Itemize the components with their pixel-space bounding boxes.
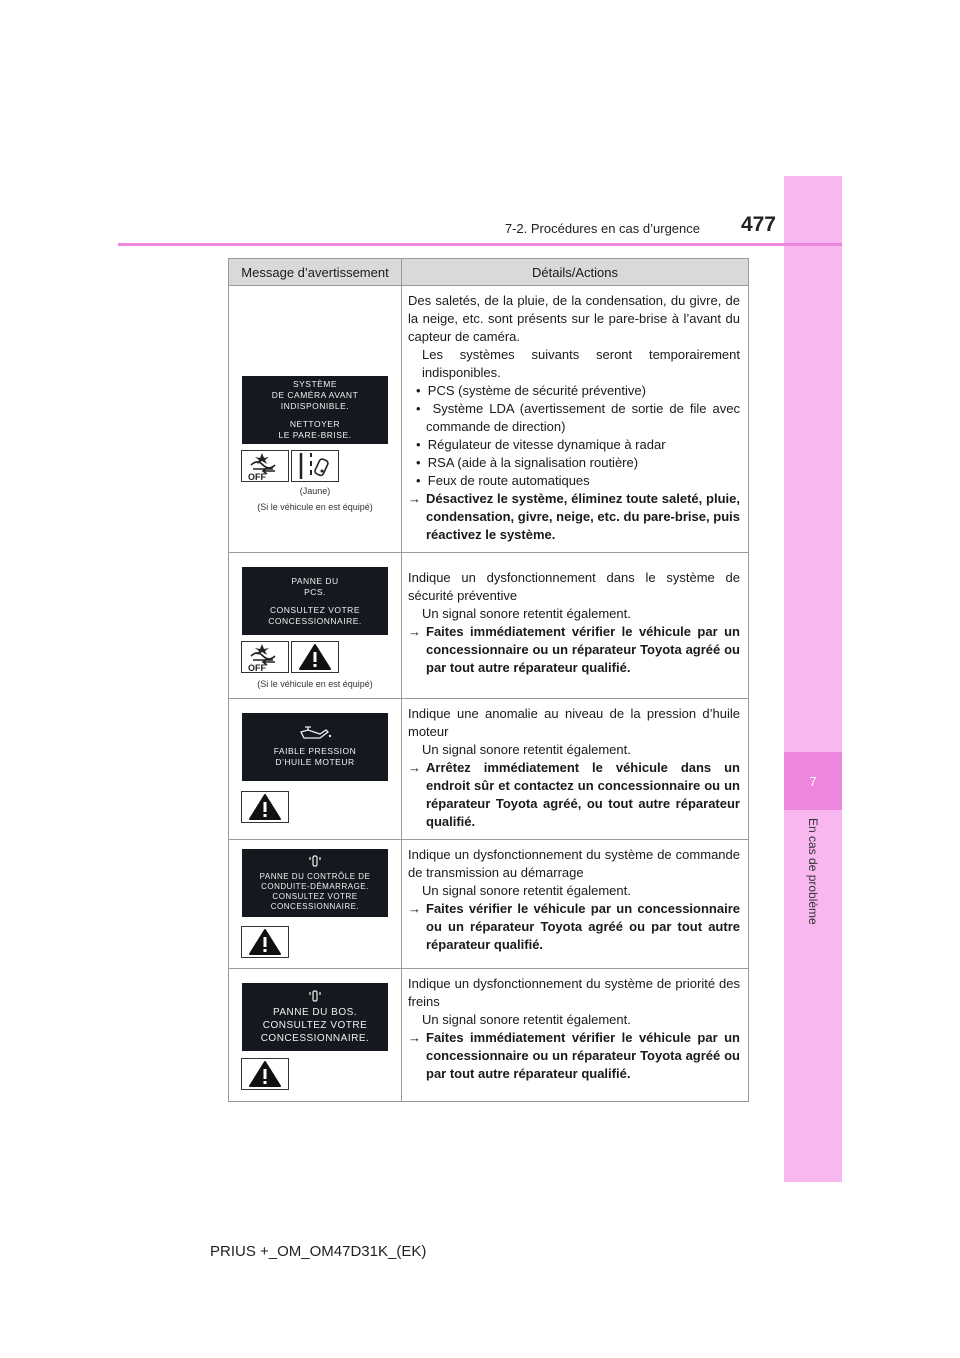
column-header-message: Message d’avertissement [229, 259, 402, 286]
indicator-icons [241, 450, 401, 482]
screen-line: FAIBLE PRESSION [273, 746, 357, 756]
screen-line: LE PARE-BRISE. [278, 430, 352, 440]
pcs-off-icon [241, 450, 289, 482]
table-row [229, 286, 749, 553]
message-cell [229, 840, 402, 969]
warning-message-table [228, 258, 749, 1102]
bullet-item: • RSA (aide à la signalisation routière) [416, 455, 639, 470]
table-row [229, 969, 749, 1102]
document-code: PRIUS +_OM_OM47D31K_(EK) [210, 1243, 427, 1260]
bullet-item: • Régulateur de vitesse dynamique à radar [416, 437, 666, 452]
info-text: Un signal sonore retentit également. [422, 742, 631, 757]
warning-triangle-icon [241, 926, 289, 958]
description: Indique un dysfonctionnement dans le système de sécurité préventive [408, 570, 740, 603]
display-screen [242, 567, 388, 635]
screen-line: CONCESSIONNAIRE. [270, 902, 360, 911]
caption-equipped: (Si le véhicule en est équipé) [257, 502, 373, 512]
screen-line: D’HUILE MOTEUR [275, 757, 355, 767]
header-rule [118, 243, 842, 246]
screen-line: CONCESSIONNAIRE. [268, 615, 362, 626]
screen-line: PANNE DU BOS. [272, 1007, 358, 1018]
action-text: → Désactivez le système, éliminez toute saleté, pluie, condensation, givre, neige, etc. du pare-brise, puis réactivez le système. [408, 491, 740, 542]
display-screen [242, 376, 388, 444]
action-text: → Faites vérifier le véhicule par un concessionnaire ou un réparateur Toyota agréé ou par tout autre réparateur qualifié. [408, 901, 740, 952]
svg-text:OFF: OFF [248, 472, 266, 481]
info-text: Un signal sonore retentit également. [422, 883, 631, 898]
warning-triangle-icon [241, 791, 289, 823]
bullet-item: • Système LDA (avertissement de sortie de file avec commande de direction) [416, 401, 740, 434]
arrow-icon: → [408, 624, 421, 639]
action-text: → Arrêtez immédiatement le véhicule dans un endroit sûr et contactez un concessionnaire ou un réparateur Toyota agréé, ou tout autre réparateur qualifié. [408, 760, 740, 829]
bullet-item: • Feux de route automatiques [416, 473, 590, 488]
caption-equipped: (Si le véhicule en est équipé) [257, 679, 373, 689]
screen-line: CONDUITE-DÉMARRAGE. [261, 882, 369, 891]
table-header-row [229, 259, 749, 286]
chapter-title-tab [784, 812, 842, 972]
display-screen [242, 713, 388, 781]
arrow-icon: → [408, 491, 421, 506]
action-text: → Faites immédiatement vérifier le véhicule par un concessionnaire ou un réparateur Toyota agréé ou par tout autre réparateur qualifié. [408, 624, 740, 675]
display-screen [242, 849, 388, 917]
screen-line: CONSULTEZ VOTRE [262, 1020, 368, 1031]
page-number: 477 [740, 213, 776, 236]
description: Indique une anomalie au niveau de la pression d’huile moteur [408, 706, 740, 739]
column-header-details: Détails/Actions [402, 259, 749, 286]
caption-color: (Jaune) [299, 486, 331, 496]
screen-line: CONSULTEZ VOTRE [272, 892, 358, 901]
chapter-number: 7 [809, 773, 817, 789]
screen-line: INDISPONIBLE. [280, 401, 350, 411]
table-row [229, 840, 749, 969]
screen-line: PANNE DU [291, 575, 339, 586]
screen-line: NETTOYER [289, 419, 341, 429]
arrow-icon: → [408, 760, 421, 775]
action-text: → Faites immédiatement vérifier le véhicule par un concessionnaire ou un réparateur Toyota agréé ou par tout autre réparateur qualifié. [408, 1030, 740, 1081]
message-cell [229, 699, 402, 840]
shift-icon [308, 854, 322, 868]
info-text: Un signal sonore retentit également. [422, 606, 631, 621]
display-screen [242, 983, 388, 1051]
info-text: Les systèmes suivants seront temporairement indisponibles. [422, 347, 740, 380]
oil-pressure-icon [298, 726, 332, 740]
table-row [229, 553, 749, 699]
warning-triangle-icon [241, 1058, 289, 1090]
message-cell [229, 969, 402, 1102]
bullet-item: • PCS (système de sécurité préventive) [416, 383, 646, 398]
arrow-icon: → [408, 1030, 421, 1045]
section-title: 7-2. Procédures en cas d’urgence [504, 221, 700, 236]
details-cell [402, 553, 749, 699]
chapter-tab-strip [784, 176, 842, 1182]
table-row [229, 699, 749, 840]
screen-line: SYSTÈME [292, 379, 338, 389]
indicator-icons [241, 926, 401, 958]
chapter-title: En cas de problème [806, 818, 820, 925]
lane-departure-icon [291, 450, 339, 482]
message-cell [229, 286, 402, 553]
shift-icon [308, 989, 322, 1003]
arrow-icon: → [408, 901, 421, 916]
indicator-icons [241, 641, 401, 673]
warning-triangle-icon [291, 641, 339, 673]
message-cell [229, 553, 402, 699]
details-cell [402, 840, 749, 969]
pcs-off-icon [241, 641, 289, 673]
indicator-icons [241, 1058, 401, 1090]
screen-line: PCS. [304, 586, 326, 597]
screen-line: CONSULTEZ VOTRE [270, 604, 360, 615]
svg-text:OFF: OFF [248, 663, 266, 672]
screen-line: DE CAMÉRA AVANT [271, 390, 359, 400]
description: Des saletés, de la pluie, de la condensation, du givre, de la neige, etc. sont présents sur le pare-brise à l’avant du capteur de caméra. [408, 293, 740, 344]
description: Indique un dysfonctionnement du système de priorité des freins [408, 976, 740, 1009]
details-cell [402, 969, 749, 1102]
info-text: Un signal sonore retentit également. [422, 1012, 631, 1027]
screen-line: PANNE DU CONTRÔLE DE [259, 872, 371, 881]
description: Indique un dysfonctionnement du système de commande de transmission au démarrage [408, 847, 740, 880]
details-cell [402, 699, 749, 840]
indicator-icons [241, 791, 401, 823]
screen-line: CONCESSIONNAIRE. [260, 1033, 370, 1044]
details-cell [402, 286, 749, 553]
chapter-number-tab [784, 752, 842, 810]
